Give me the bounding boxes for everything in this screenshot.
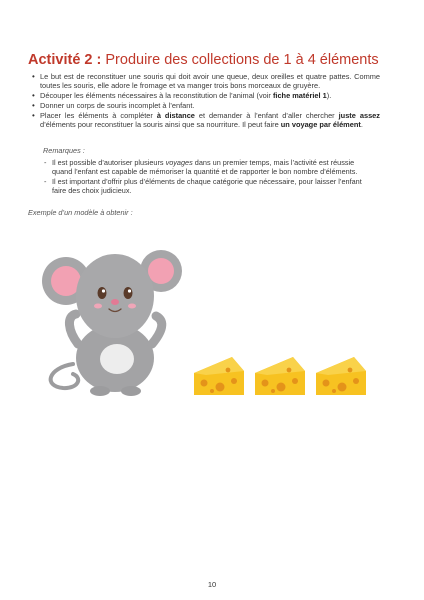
emphasis-text: à distance: [156, 110, 195, 120]
material-reference: fiche matériel 1: [272, 91, 327, 101]
emphasis-text: juste assez: [338, 110, 380, 120]
cheese-wedge-icon: [253, 355, 307, 397]
activity-title: Produire des collections de 1 à 4 éléments: [105, 52, 379, 68]
instruction-text: et demander à l’enfant d’aller chercher: [198, 110, 335, 120]
instruction-text: ).: [326, 91, 332, 101]
activity-heading: [28, 51, 379, 69]
instruction-text: Donner un corps de souris incomplet à l’enfant.: [40, 100, 195, 110]
remarks-label: Remarques :: [43, 146, 85, 155]
remark-item: [52, 177, 374, 195]
instruction-item: [40, 101, 380, 110]
remarks-list: [44, 158, 374, 196]
instruction-text: d’éléments pour reconstituer la souris ainsi que sa nourriture. Il peut faire: [40, 119, 279, 129]
cheese-wedge-icon: [314, 355, 368, 397]
page-number: 10: [207, 580, 217, 589]
instruction-text: .: [360, 119, 363, 129]
example-label: Exemple d’un modèle à obtenir :: [28, 208, 133, 217]
instruction-text: Découper les éléments nécessaires à la reconstitution de l’animal (voir: [40, 91, 271, 101]
remark-italic: voyages: [165, 158, 193, 167]
instruction-text: Le but est de reconstituer une souris qui doit avoir une queue, deux oreilles et quatre pattes. Comme toutes les souris, elle adore le fromage et va manger trois bons morceaux de gruyère.: [40, 72, 380, 91]
remark-text: Il est important d’offrir plus d’éléments de chaque catégorie que nécessaire, pour laisser l’enfant faire des choix judicieux.: [52, 176, 362, 196]
instruction-item: [40, 91, 380, 100]
emphasis-text: un voyage par élément: [280, 119, 361, 129]
instruction-item: [40, 111, 380, 130]
mouse-illustration: [38, 236, 188, 406]
activity-number: Activité 2 :: [28, 52, 102, 68]
instruction-item: [40, 72, 380, 91]
remark-text: Il est possible d’autoriser plusieurs: [52, 158, 164, 167]
instruction-list: [30, 72, 380, 130]
remark-text: dans un premier temps, mais l’activité est réussie quand l’enfant est capable de mémoriser la quantité et de rapporter le bon nombre d’éléments.: [52, 158, 358, 177]
cheese-wedge-icon: [192, 355, 246, 397]
instruction-text: Placer les éléments à compléter: [40, 110, 153, 120]
remark-item: [52, 158, 374, 176]
